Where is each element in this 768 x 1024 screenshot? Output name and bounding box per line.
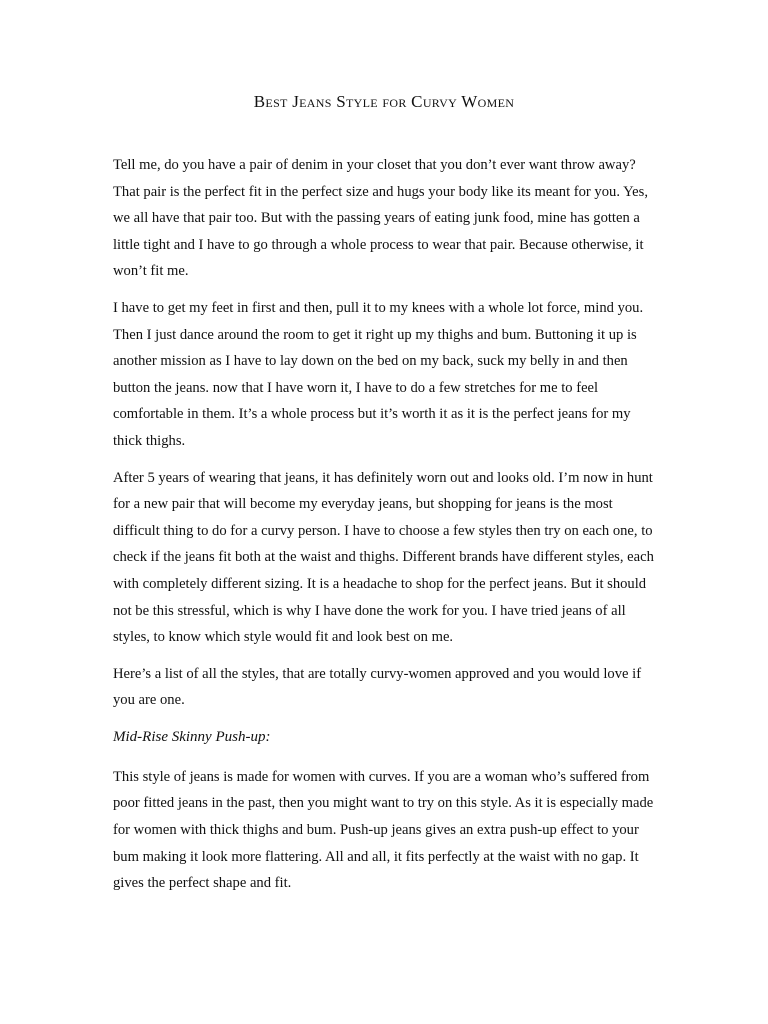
document-title: Best Jeans Style for Curvy Women [253,92,515,111]
paragraph-process: I have to get my feet in first and then, pull it to my knees with a whole lot force, mind you. Then I just dance around the room to get it right up my thighs and bum. Buttoning it up is another mission as I have to lay down on the bed on my back, suck my belly in and then button the jeans. now that I have worn it, I have to do a few stretches for me to feel comfortable in them. It’s a whole process but it’s worth it as it is the perfect jeans for my thick thighs. [113,299,644,449]
paragraph-intro: Tell me, do you have a pair of denim in your closet that you don’t ever want throw away? That pair is the perfect fit in the perfect size and hugs your body like its meant for you. Yes, we all have that pair too. But with the passing years of eating junk food, mine has gotten a little tight and I have to go through a whole process to wear that pair. Because otherwise, it won’t fit me. [113,157,648,280]
paragraph-list-intro: Here’s a list of all the styles, that are totally curvy-women approved and you would love if you are one. [113,665,642,709]
document-body [113,152,658,907]
paragraph-section: This style of jeans is made for women with curves. If you are a woman who’s suffered from poor fitted jeans in the past, then you might want to try on this style. As it is especially made for women with thick thighs and bum. Push-up jeans gives an extra push-up effect to your bum making it look more flattering. All and all, it fits perfectly at the waist with no gap. It gives the perfect shape and fit. [113,768,654,892]
section-heading: Mid-Rise Skinny Push-up: [113,728,271,745]
paragraph-shopping: After 5 years of wearing that jeans, it has definitely worn out and looks old. I’m now in hunt for a new pair that will become my everyday jeans, but shopping for jeans is the most difficult thing to do for a curvy person. I have to choose a few styles then try on each one, to check if the jeans fit both at the waist and thighs. Different brands have different styles, each with completely different sizing. It is a headache to shop for the perfect jeans. But it should not be this stressful, which is why I have done the work for you. I have tried jeans of all styles, to know which style would fit and look best on me. [113,469,654,646]
